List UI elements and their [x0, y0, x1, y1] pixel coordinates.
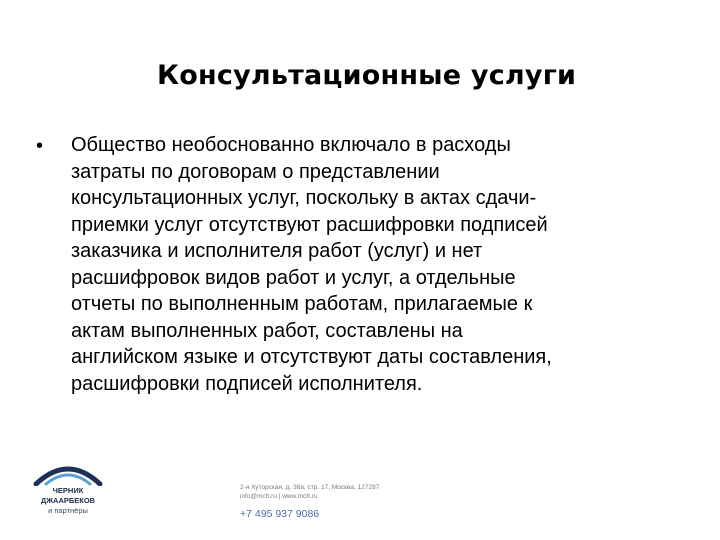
logo-line-1: ЧЕРНИК [52, 486, 84, 495]
logo-line-2: ДЖААРБЕКОВ [40, 496, 96, 505]
footer-contacts [240, 483, 379, 521]
bullet-text-line: приемки услуг отсутствуют расшифровки подписей [71, 213, 548, 236]
bullet-text-line: расшифровок видов работ и услуг, а отдельные [71, 266, 516, 289]
bullet-text-line: Общество необоснованно включало в расходы [71, 134, 511, 156]
bullet-text [71, 132, 552, 397]
bullet-marker: • [36, 135, 44, 157]
logo-wordmark [28, 486, 108, 516]
contact-web: info@mcfr.ru | www.mcfr.ru [240, 493, 318, 500]
contact-address: 2-я Хуторская, д. 38а, стр. 17, Москва, 127287 [240, 484, 380, 491]
company-logo [28, 460, 118, 530]
bullet-text-line: расшифровки подписей исполнителя. [71, 372, 423, 395]
slide-title: Консультационные услуги [157, 60, 577, 91]
bullet-text-line: английском языке и отсутствуют даты составления, [71, 346, 552, 368]
logo-arc-icon [32, 460, 104, 486]
bullet-text-line: актам выполненных работ, составлены на [71, 319, 463, 342]
contact-phone: +7 495 937 9086 [240, 508, 320, 520]
logo-line-3: и партнёры [48, 506, 88, 515]
bullet-text-line: отчеты по выполненным работам, прилагаемые к [71, 293, 533, 315]
bullet-text-line: заказчика и исполнителя работ (услуг) и нет [71, 240, 483, 262]
bullet-text-line: консультационных услуг, поскольку в актах сдачи- [71, 187, 537, 209]
bullet-text-line: затраты по договорам о представлении [71, 160, 440, 183]
